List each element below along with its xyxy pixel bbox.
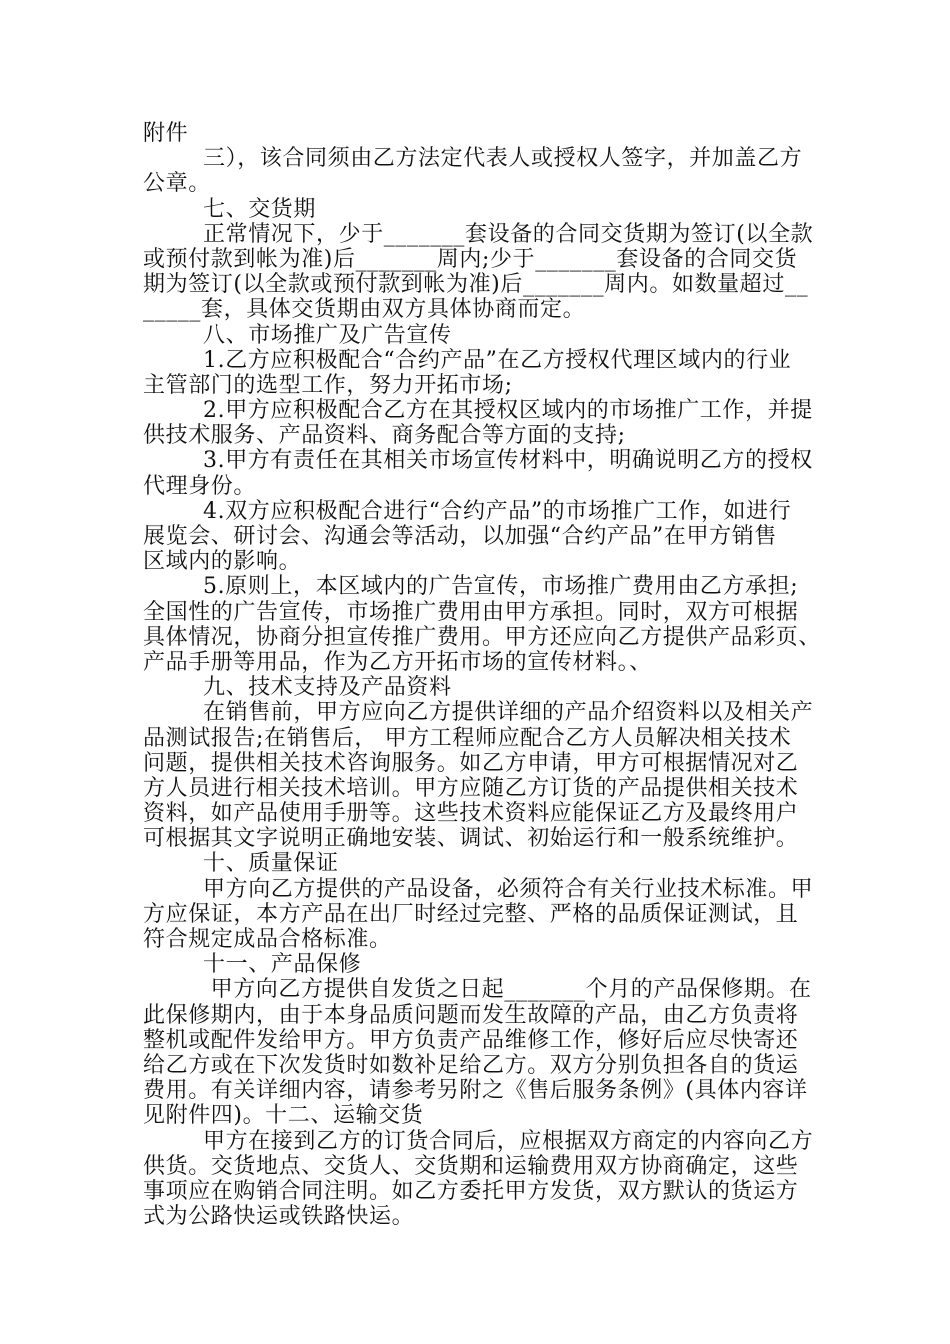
- text-line: 主管部门的选型工作，努力开拓市场;: [143, 372, 513, 398]
- document-body: [143, 121, 823, 1229]
- text-line: 1.乙方应积极配合“合约产品”在乙方授权代理区域内的行业: [203, 347, 792, 373]
- text-line: 区域内的影响。: [143, 549, 302, 575]
- text-line: 全国性的广告宣传，市场推广费用由甲方承担。同时，双方可根据: [143, 599, 799, 625]
- text-line: 十一、产品保修: [203, 952, 362, 978]
- text-line: 给乙方或在下次发货时如数补足给乙方。双方分别负担各自的货运: [143, 1052, 799, 1078]
- text-line: 可根据其文字说明正确地安装、调试、初始运行和一般系统维护。: [143, 826, 799, 852]
- text-line: 附件: [143, 121, 189, 146]
- text-line: 品测试报告;在销售后， 甲方工程师应配合乙方人员解决相关技术: [143, 725, 792, 751]
- text-line: 整机或配件发给甲方。甲方负责产品维修工作，修好后应尽快寄还: [143, 1027, 799, 1053]
- text-line: 事项应在购销合同注明。如乙方委托甲方发货，双方默认的货运方: [143, 1178, 799, 1204]
- text-line: 见附件四)。十二、运输交货: [143, 1103, 424, 1129]
- text-line: 三），该合同须由乙方法定代表人或授权人签字，并加盖乙方: [203, 146, 803, 172]
- text-line: 十、质量保证: [203, 851, 339, 877]
- text-line: 式为公路快运或铁路快运。: [143, 1204, 415, 1230]
- text-line: 甲方向乙方提供的产品设备，必须符合有关行业技术标准。甲: [203, 876, 814, 902]
- text-line: 甲方在接到乙方的订货合同后，应根据双方商定的内容向乙方: [203, 1128, 814, 1154]
- text-line: 展览会、研讨会、沟通会等活动，以加强“合约产品”在甲方销售: [143, 524, 777, 549]
- text-line: 供货。交货地点、交货人、交货期和运输费用双方协商确定，这些: [143, 1153, 799, 1179]
- text-line: 八、市场推广及广告宣传: [203, 322, 452, 348]
- text-line: 问题，提供相关技术咨询服务。如乙方申请，甲方可根据情况对乙: [143, 750, 799, 776]
- text-line: 方应保证，本方产品在出厂时经过完整、严格的品质保证测试，且: [143, 901, 799, 927]
- text-line: 期为签订(以全款或预付款到帐为准)后_______周内。如数量超过__: [143, 272, 809, 298]
- text-line: 2.甲方应积极配合乙方在其授权区域内的市场推广工作，并提: [203, 398, 813, 424]
- text-line: 此保修期内，由于本身品质问题而发生故障的产品，由乙方负责将: [143, 1002, 799, 1028]
- text-line: 七、交货期: [203, 196, 317, 222]
- text-line: 甲方向乙方提供自发货之日起_______个月的产品保修期。在: [203, 977, 812, 1003]
- text-line: 九、技术支持及产品资料: [203, 675, 452, 701]
- text-line: 供技术服务、产品资料、商务配合等方面的支持;: [143, 423, 626, 449]
- text-line: 正常情况下，少于_______套设备的合同交货期为签订(以全款: [203, 221, 814, 247]
- text-line: 或预付款到帐为准)后_______周内;少于_______套设备的合同交货: [143, 246, 798, 272]
- text-line: 方人员进行相关技术培训。甲方应随乙方订货的产品提供相关技术: [143, 775, 799, 801]
- text-line: 资料，如产品使用手册等。这些技术资料应能保证乙方及最终用户: [143, 801, 799, 827]
- text-line: 具体情况，协商分担宣传推广费用。甲方还应向乙方提供产品彩页、: [143, 624, 822, 650]
- text-line: 5.原则上，本区域内的广告宣传，市场推广费用由乙方承担;: [203, 574, 799, 600]
- text-line: 代理身份。: [143, 473, 257, 499]
- text-line: _____套，具体交货期由双方具体协商而定。: [143, 297, 586, 323]
- text-line: 4.双方应积极配合进行“合约产品”的市场推广工作，如进行: [203, 498, 792, 524]
- text-line: 产品手册等用品，作为乙方开拓市场的宣传材料。、: [143, 649, 652, 675]
- text-line: 符合规定成品合格标准。: [143, 927, 392, 952]
- text-line: 在销售前，甲方应向乙方提供详细的产品介绍资料以及相关产: [203, 700, 814, 726]
- text-line: 公章。: [143, 171, 211, 197]
- text-line: 费用。有关详细内容，请参考另附之《售后服务条例》(具体内容详: [143, 1078, 808, 1104]
- text-line: 3.甲方有责任在其相关市场宣传材料中，明确说明乙方的授权: [203, 448, 813, 474]
